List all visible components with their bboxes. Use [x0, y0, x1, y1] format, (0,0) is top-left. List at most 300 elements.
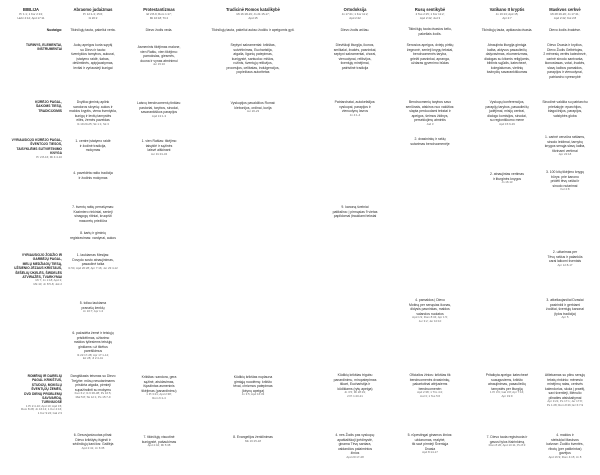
reference-note: 1 Kor 9:24; Gal 2:3: [37, 411, 62, 416]
table-cell-line: pamokslas, giesmės,: [143, 54, 175, 59]
table-cell-line: papildomai įtraukiami tekstai: [333, 214, 377, 219]
table-cell-line: kolegialumas, vietinių: [490, 65, 524, 70]
table-cell-line: 6. Desovjanizuotas pilnai:: [73, 433, 113, 437]
table-cell-line: pakartotinai atėjusiems: [412, 382, 448, 387]
table-cell-line: 8. kartų ir giminių: [80, 231, 106, 235]
table-cell: [318, 205, 392, 219]
table-cell-line: laisvė aiškinant: [147, 148, 171, 153]
table-cell-line: Pritaikyta apeiga: katechezė: [485, 373, 529, 377]
table-cell-line: ikonostasas, votai, žvakės,: [544, 61, 586, 66]
table-cell-line: parapijų tarybos, pasauliečių: [485, 104, 529, 109]
table-cell-line: 4. pamaldos į Dievo: [415, 298, 445, 302]
table-cell-line: savarankiškos parapijos: [140, 110, 178, 115]
table-cell: [396, 373, 464, 399]
table-cell-line: Kūdikių krikštas nuplauna: [233, 375, 273, 379]
reference-note: Pr 1:1; 1 Kor 2:13;: [19, 12, 43, 17]
column-header-title: Abraomo judaizmas: [73, 7, 113, 12]
table-cell-line: 6. pažadėta žemė ir teisiųjų: [72, 331, 114, 335]
table-cell-line: žinios: [350, 451, 360, 456]
table-cell-line: pastoriai, tarybos, sinodai,: [139, 105, 179, 110]
reference-note: Jer 20-23: [246, 109, 260, 114]
table-cell-line: (tylos tradicija): [554, 311, 576, 316]
table-cell-line: sėdinčiųjų kančios: Galilėja: [72, 442, 114, 447]
table-cell-line: uždaras gyvenimo būdas: [411, 61, 449, 66]
reference-note: Apd 2:42: [349, 15, 361, 20]
table-cell: [64, 28, 122, 33]
table-cell: [64, 43, 122, 70]
table-cell-line: 8. Evangelijos ženklinimas: [233, 435, 273, 439]
reference-note: Apd 20:17-28: [346, 454, 364, 459]
reference-note: Mal 5:8; Sk 12:1; Ps 15:7-9: [75, 394, 111, 399]
table-cell-line: Tikinčiųjų tauta, pakeliui aukso žodžiu ir apeigomis gyti.: [211, 28, 295, 32]
table-cell: [64, 231, 122, 240]
reference-note: Apr 3:21; Ps 17:1; Jer 17:8;: [547, 399, 583, 404]
table-cell: [396, 43, 464, 66]
reference-note: Apr 2:7: [502, 15, 512, 20]
table-cell-line: 5. rūpestingai ginamos žinios:: [407, 433, 453, 437]
table-cell-line: Dievo žodis žvakėse.: [549, 28, 581, 32]
reference-note: Apr 19:9: [501, 393, 513, 398]
table-cell-line: tikėjimas (panardinimu): [141, 388, 177, 393]
table-cell: [534, 28, 596, 33]
row-label: [0, 43, 62, 52]
row-label-line: UŽSIENIO JĖZAUS KRISTAUS,: [14, 266, 62, 271]
reference-note: Jn 4:1-4: [349, 112, 361, 117]
table-cell-line: ir žodinis mokymas: [78, 175, 108, 180]
table-cell-line: kūdikiams (rytų apeiga): [337, 386, 373, 391]
table-cell-line: 4. nes Žodis pas vyskupą:: [335, 433, 375, 437]
reference-note: Jn 3:5; Mt 28:19;: [344, 390, 366, 395]
table-cell-line: slapta perduodami tekstai ir: [409, 109, 451, 114]
table-cell-line: valandos nuolatos: [416, 311, 444, 316]
row-label: [0, 100, 62, 113]
table-cell: [64, 433, 122, 450]
reference-note: Apd 2:41; Jn 6:35: [81, 445, 105, 450]
table-cell-line: šventųjų minėjimai,: [340, 61, 370, 66]
table-cell-line: sinodo nutarimai: [552, 183, 578, 188]
table-cell-line: kalvose: Žodžio šventės,: [546, 442, 584, 447]
table-cell: [125, 139, 193, 156]
table-cell: [64, 374, 122, 400]
row-label-line: PAGAL KRIKŠTUS,: [32, 378, 62, 383]
column-header: [396, 7, 464, 21]
table-cell-line: Kūdikių krikštas trigubu: [337, 373, 373, 377]
table-cell-line: žodžiai, šventųjų kanonai: [546, 307, 584, 312]
column-header: [125, 7, 193, 21]
table-cell-line: maldos kryptis, viena šventykla,: [69, 109, 117, 114]
table-cell-line: 4. paveldėta rašto tradicija: [73, 171, 113, 175]
table-cell-line: gavėjus: [559, 451, 571, 456]
table-cell-line: eilės, žemės paveldas: [76, 118, 110, 123]
reference-note: Ez 28; Jl 2:4-41: [82, 356, 104, 361]
table-cell-line: priskirta atgaila, pirmieji: [75, 383, 111, 388]
table-cell-line: biblinis sąjūdis, katechezė,: [486, 61, 528, 66]
table-cell-line: carinė sinodo santvarka,: [546, 56, 584, 61]
row-label-line: ŠVENTOJO TIESOS,: [30, 142, 62, 147]
table-cell: [318, 43, 392, 70]
table-cell-line: kunigystė, santuoka: mišios,: [231, 56, 275, 61]
reference-note: Jud 3; 1 Tes 5:6: [419, 393, 441, 398]
table-cell-line: patikslina: į pirmąsias 9 vietas: [332, 209, 378, 214]
table-cell: [125, 435, 193, 448]
row-label-line: ROMĖNŲ IR DARELIŲ: [27, 374, 62, 378]
table-cell-line: pasirinkti ir gerbiami: [549, 302, 581, 307]
reference-note: Jn 16:13: [501, 180, 513, 185]
table-cell-line: maldos tyliesiems teisiųjų: [73, 340, 113, 345]
table-cell-line: Dvasia: [424, 446, 436, 451]
reference-note: Ef 2:8-9; Rom 1:17;: [146, 12, 172, 17]
table-cell-line: griežti pasninkai, apranga,: [410, 56, 450, 61]
column-header-title: Ortodoksija: [343, 7, 367, 12]
row-label-line: Nuotaiga:: [46, 28, 62, 32]
table-cell: [534, 170, 596, 192]
table-cell-line: bendruomenės taryba,: [413, 52, 447, 57]
table-cell: [396, 100, 464, 126]
table-cell-line: šventyklos tarnybos, aukurai,: [71, 52, 115, 57]
row-label-line: ŠEŠĖLIŲ ŪKELĖS, ŠIRDELĖS: [15, 270, 62, 275]
table-cell-line: būrys: prie kanono: [551, 174, 579, 179]
table-cell: [125, 45, 193, 67]
reference-note: Apd 16:9; Rom 4:15; Jn 8: [548, 454, 582, 459]
table-cell-line: Dievo Žodis Gelbėtojas,: [547, 47, 583, 52]
reference-note: Iš 19:20-25; Sk 1:1; Sk 3: [77, 121, 109, 126]
table-cell: [125, 28, 193, 33]
reference-note: Rom 6:1-4: [152, 395, 166, 400]
table-cell-line: parapijos ir vienuolynai,: [547, 70, 583, 75]
reference-note: Jer 3:2; Jer 10:10: [418, 318, 442, 323]
row-label-line: ŠVENTŲJŲ ŽEMĖS,: [31, 387, 62, 392]
table-cell-line: apeigos, šeimos židinys,: [411, 113, 449, 118]
reference-note: Ps 1:28; Rom 8:26; Ez 6:7-9: [546, 402, 584, 407]
reference-note: Rom 8:28; Jn 16:13; 1 Kor 4:16;: [21, 407, 62, 412]
table-cell: [534, 135, 596, 157]
row-label-line: GARBĖJŲ PAGAL,: [32, 257, 62, 262]
reference-note: 1 Pt 3:21; Apd 2:38;: [146, 392, 172, 397]
row-label: [0, 138, 62, 159]
table-cell-line: tekstų rinkiniu: mėnesio: [547, 377, 583, 382]
table-cell-line: klebonijos, ordinai, kurija: [234, 105, 272, 110]
table-cell-line: kunigystė, pašaukimas: [141, 439, 177, 444]
column-header: [0, 7, 62, 21]
table-cell-line: dešimtinės, apipjaustymas,: [72, 61, 114, 66]
row-label-line: STUDIJŲ, MOKSLŲ: [31, 382, 62, 387]
reference-note: 1 Pt 3:6; Gal 3:8; Apr 7:16;: [489, 390, 525, 395]
table-cell-line: carai laikomi šventais: [548, 259, 582, 264]
table-cell-line: patriarcho vyresnybė: [549, 74, 581, 79]
table-cell-line: Oficialios žinios: krikštas tik: [409, 373, 451, 377]
table-cell-line: Aukų apeigos kuria sąryšį: [73, 43, 113, 47]
table-cell-line: Dievo žodis veda.: [145, 28, 173, 32]
table-cell: [198, 28, 308, 33]
table-cell-line: pridėti tėvų raštai ir: [550, 179, 580, 184]
table-cell-line: rožinis, šventųjų relikvijos,: [233, 61, 273, 66]
table-cell-line: patristinė tradicija: [341, 65, 369, 70]
table-cell: [64, 139, 122, 153]
table-cell-line: vyskupai, parapijos ir: [339, 104, 371, 109]
table-cell-line: Patriarchatai, autokefalijos:: [334, 100, 376, 104]
table-cell-line: Dangiškasis teismas su Dievo: [70, 374, 116, 378]
table-cell: [396, 27, 464, 36]
row-label-line: TRADICIJOMIS: [38, 108, 62, 113]
reference-note: Jn 16:7; Apr 1:4: [82, 309, 104, 314]
table-cell-line: Atnaujinta liturgija gimtąja: [487, 43, 527, 47]
table-cell-line: ginama Tėvų santara,: [338, 442, 372, 447]
table-cell-line: Senosios apeigos, dviejų pirštų: [406, 43, 454, 47]
table-cell-line: judėjimai, misijų centrai,: [489, 109, 525, 114]
table-cell-line: prisikėlimas, užtarimo: [76, 335, 110, 340]
reference-note: Pr 12:1-3; 15:6;: [83, 12, 103, 17]
table-cell-line: septyni sakramentai, chorai,: [333, 52, 377, 57]
table-cell-line: tarnystės per liturgiją: [491, 386, 523, 391]
table-cell-line: (lotynų apeiga): [241, 388, 265, 393]
reference-note: Iš 22:17-28; Apr 17:1-14;: [77, 352, 109, 357]
table-cell-line: 1. vien Raštas: tikėjimo: [141, 139, 177, 143]
table-cell-line: 4. maldos ir: [556, 433, 574, 437]
table-cell-line: Tikinčiųjų tauta, apklausta dvasia.: [481, 28, 533, 32]
table-cell-line: gimtąją nuodėmę: krikšto: [234, 379, 272, 384]
table-cell: [64, 301, 122, 314]
table-cell-line: Kazimiero rinkiniai, senieji: [73, 209, 113, 214]
table-cell: [64, 253, 122, 270]
table-cell-line: 7. Dievo tauta registruota ir: [486, 435, 528, 439]
table-cell-line: Bendruomenių tarybos savo: [408, 100, 452, 104]
table-cell-line: 2. atnaujintas vertimas: [490, 172, 524, 176]
reference-note: Kol 2:8: [560, 187, 570, 192]
reference-note: Pr 2:8-16; Mt 4:4-10: [36, 154, 62, 159]
reference-note: Mt 7; Jn 1:18; Apd 2;: [35, 278, 62, 283]
table-cell-line: 2 mėnesių vertės katechezė,: [543, 52, 587, 57]
table-cell-line: 1. carinė cenzūra raštams,: [545, 135, 585, 139]
table-cell-line: blagočinijos, parapijos,: [547, 109, 583, 114]
reference-note: 1 Pt 2:4-10; Apd 10; Apd 15;: [25, 403, 62, 408]
table-cell: [64, 100, 122, 126]
table-cell-line: dialogo komisijos, sinodai,: [487, 113, 527, 118]
reference-note: Mt 28:19-20; Jn 17:21;: [550, 12, 580, 17]
row-label-line: TURINIUOSE: [41, 400, 62, 405]
table-cell-line: registravimas: vardynai, aukos: [70, 235, 116, 240]
row-label-line: MELŲ MEDŽIAGŲ TIESĄ,: [22, 261, 62, 266]
table-cell-line: suaugusiems, krikšto: [491, 377, 523, 382]
table-cell-line: Krikštas: sandora, gera: [141, 375, 177, 379]
row-label-line: TAISYKLĖMS SUTVIRTINIMO: [16, 146, 62, 151]
table-cell: [64, 205, 122, 223]
table-cell-line: Tėvų raštus ir palankūs: [547, 254, 583, 259]
table-cell: [534, 100, 596, 118]
reference-note: Apr 5: [561, 315, 569, 320]
table-cell: [396, 433, 464, 455]
reference-note: Apd 15:6-29: [499, 121, 515, 126]
table-cell: [534, 373, 596, 408]
table-cell-line: iškart, Eucharistija ir: [339, 382, 371, 387]
table-cell-line: priešakyje: eparchijos,: [548, 104, 582, 109]
reference-note: Hebr 4:12; Apd 17:11: [17, 15, 45, 20]
reference-note: Jn 3:5; Apd 16:33: [241, 392, 265, 397]
table-cell-line: sutarimas bendruomenėje: [410, 141, 450, 146]
table-cell-line: tėvai, chrizmos patepimas: [233, 384, 273, 389]
table-cell-line: Dievo Dvasia ir kryžius,: [547, 43, 583, 47]
reference-note: Apd 13:1-3: [151, 113, 167, 118]
table-cell-line: slavų kalbos pamaldos,: [547, 65, 583, 70]
table-cell: [318, 433, 392, 459]
table-cell-line: žegnonė, senieji knygų tekstai,: [406, 47, 454, 52]
table-cell-line: pilnaties atsiskaitymai: [548, 395, 582, 400]
table-cell-line: 7. tikinčiųjų visuotinė: [143, 435, 175, 439]
reference-note: 2 Tes 2:15; 1 Kor 11:2;: [415, 12, 445, 17]
table-cell-line: pasaulinė taika: [81, 262, 105, 267]
table-cell-line: sinagogų ritiniai, kruopšti: [74, 214, 112, 219]
table-cell-line: vien Raštu, vien tikėjimu:: [140, 49, 178, 54]
table-cell: [64, 331, 122, 361]
table-cell-line: pareiškimus: [83, 349, 103, 354]
table-cell: [198, 435, 308, 443]
row-label-line: TURINYS, ELEMENTAI,: [25, 43, 62, 47]
table-cell-line: sutvirtinimas, Eucharistija,: [233, 47, 273, 52]
reference-note: Apr 12:8-17: [557, 262, 573, 267]
table-cell-line: su Dievu ir tauta:: [80, 47, 106, 52]
table-cell-line: 1. centre įstatymo raidė: [75, 139, 111, 143]
table-cell-line: kalba, aktyvus pasauliečių: [487, 47, 527, 52]
table-cell-line: masoretų priežiūra: [78, 218, 108, 223]
table-cell-line: taisyklė ir sąžinės: [145, 143, 173, 148]
table-cell-line: ir žodinė tradicija,: [79, 143, 107, 148]
table-cell-line: 9. kanoną švelniai: [341, 205, 369, 209]
row-label-line: ŠAKOMS TIESŲ,: [35, 104, 62, 109]
table-cell-line: tikrinami vertimai: [552, 148, 578, 153]
row-label: [0, 28, 62, 32]
reference-note: Apr 22:18: [558, 152, 572, 157]
table-cell-line: 2. užtarimas per: [552, 250, 578, 254]
table-cell-line: sinodo leidimai, tarnybų: [547, 139, 583, 144]
table-cell-line: ir liturginės knygos: [492, 176, 522, 181]
table-cell-line: valstybės globa: [553, 113, 577, 118]
column-header-title: Vatikano II kryptis: [489, 7, 525, 12]
table-cell-line: Dovydo sosto atnaujinimas,: [72, 257, 114, 262]
table-cell: [396, 298, 464, 324]
reference-note: Kun 6:2; Iš 6:36-38; Ps 16:5;: [74, 391, 112, 396]
table-cell-line: stebuklai Maskvos: [551, 437, 579, 442]
table-cell-line: seniūnais, atskiros nuo valdžios:: [405, 104, 455, 109]
reference-note: Apd 2:42; Mt 5:38: [147, 443, 171, 448]
reference-note: Apd 1:9; Rom 8:34; Apr 1:5;: [412, 315, 448, 320]
table-cell-line: gavusi tylos išsirinkimą: [489, 439, 525, 444]
table-cell: [125, 375, 193, 401]
column-header-title: Rusų sentikybė: [414, 7, 446, 12]
table-cell-line: tik savi pirmieji Šventąja: [411, 442, 449, 447]
table-cell-line: Laisvų bendruomenių tinklas:: [137, 101, 181, 105]
table-cell: [396, 137, 464, 146]
table-cell-line: popiežiaus autoritetas: [236, 70, 270, 75]
table-cell-line: supažindinti su mokymu: [74, 387, 112, 392]
table-cell-line: vienuolynai, relikvijos,: [338, 56, 372, 61]
table-cell-line: minėjimų ratas, cerkvės: [547, 382, 583, 387]
column-header: [534, 7, 596, 21]
reference-note: Rom 8:26; Apd 10:11; Ps 8:3: [488, 443, 526, 448]
row-label-line: DVD DIENŲ PROBLEMŲ: [24, 391, 62, 396]
table-cell-line: knygos senąja slavų kalba,: [544, 144, 586, 149]
table-cell-line: bažnyčių savarankiškumas: [486, 70, 528, 75]
table-cell-line: 5. toliau laukiama: [79, 301, 107, 305]
table-cell: [198, 43, 308, 75]
table-cell-line: duona ir vynas atminimui: [140, 58, 178, 63]
column-header-title: Tradicinė Romos katalikybė: [226, 7, 280, 12]
table-cell-line: sąžinė, atsidavimas,: [143, 379, 175, 384]
reference-note: Jn 17:21; 1 Kor 11:2;: [341, 12, 369, 17]
table-cell: [198, 101, 308, 114]
table-cell-line: pakeliais žodis.: [418, 31, 442, 36]
row-label-line: VYRIAUSIOJO KŪRĖJO PAGAL,: [11, 138, 62, 142]
reference-note: Mt 16:18-19; Jn 21:15-17;: [236, 12, 270, 17]
table-cell-line: dialogas su kitomis religijomis,: [484, 56, 530, 61]
table-cell: [534, 43, 596, 79]
table-cell: [534, 433, 596, 459]
table-cell-line: levitai ir vyriausieji kunigai: [73, 65, 113, 70]
reference-note: Apd 2:38; 1 Tim 4:2;: [417, 390, 443, 395]
table-cell-line: uždarumas, realybė,: [414, 437, 446, 442]
row-label-line: INSTRUMENTAI: [37, 47, 62, 52]
row-label: [0, 374, 62, 416]
table-cell-line: kunigų ir levitų tarnystės: [74, 113, 112, 118]
table-cell-line: Septyni sakramentai: krikštas,: [230, 43, 276, 47]
row-label-line: ATVIRAŽĖS, TVARKYMAI: [22, 274, 62, 279]
reference-note: Mt 16:18; Tit 2: [149, 15, 169, 20]
reference-note: Jer 15:16: [152, 62, 166, 67]
table-cell-line: Vyskupijos pavaldžios Romai:: [230, 101, 276, 105]
table-cell-line: ribotų (per patikrintus): [548, 446, 582, 451]
table-cell-line: Tikinčiųjų tauta, pakeliui verta.: [70, 28, 116, 32]
table-cell-line: sandoros skrynią: aukos ir: [73, 104, 113, 109]
reference-note: Iš 20:2: [88, 15, 98, 20]
table-cell-line: apaštališkoji įpėdinystė,: [337, 437, 373, 442]
table-cell-line: su regioniškumo mene: [489, 118, 525, 123]
table-cell-line: Dvylika giminių aplink: [76, 100, 110, 104]
table-cell-line: 1. laukiamas Mesijas:: [76, 253, 110, 257]
table-cell-line: procesijos, celibatas, indulgencijos,: [226, 65, 280, 70]
reference-note: Apd 15: [248, 15, 258, 20]
table-cell-line: smilkalai, žvakės, pasninkai,: [333, 47, 377, 52]
row-label: [0, 253, 62, 287]
reference-note: Jer 31:31-34: [150, 151, 168, 156]
table-cell-line: 7. šventų raštų perrašymas:: [72, 205, 114, 209]
table-cell: [318, 100, 392, 117]
table-cell-line: Asmeninis tikėjimas malone,: [137, 45, 181, 49]
row-label-line: KŪRĖJO PAGAL,: [35, 100, 62, 104]
row-label-line: KNYGA: [50, 151, 62, 156]
reference-note: Apd 8:14-17: [422, 450, 438, 455]
table-cell-line: mokymas: [85, 148, 101, 153]
reference-note: Apd 2:42; Jud 3: [419, 15, 441, 20]
column-header: [198, 7, 308, 21]
table-cell-line: Vyskupų konferencijos,: [489, 100, 525, 104]
table-cell-line: Sinodinė valdžia su patriarchu: [542, 100, 588, 104]
table-cell: [64, 171, 122, 180]
reference-note: Mk 16:15-18: [244, 438, 262, 443]
table-cell-line: Dieviškoji liturgija, ikonos,: [335, 43, 375, 47]
reference-note: Jn 16:13; Apd 15;: [495, 12, 519, 17]
table-cell-line: Tikinčiųjų tauta dvasios keliu,: [408, 27, 452, 31]
table-cell-line: panardinimu, miropatepimas: [333, 377, 377, 382]
column-header: [318, 7, 392, 21]
table-cell: [318, 373, 392, 399]
table-cell-line: vienuolynų lavros: [341, 109, 369, 114]
table-cell-line: 2. dvasininkų ir raštų: [414, 137, 446, 141]
table-cell-line: dalyvavimas, ekumenizmas,: [485, 52, 529, 57]
table-cell-line: 3. 100 kitų tikėjimo knygų: [545, 170, 585, 174]
table-cell: [318, 28, 392, 33]
table-cell-line: bendruomenėn: [418, 386, 442, 391]
table-cell-line: 3. atkeliaujančiai Dvasiai: [546, 298, 584, 302]
reference-note: Apd 2:42; Kol 2:8: [553, 15, 577, 20]
table-cell-line: ginklams: už tikėtus: [78, 344, 108, 349]
